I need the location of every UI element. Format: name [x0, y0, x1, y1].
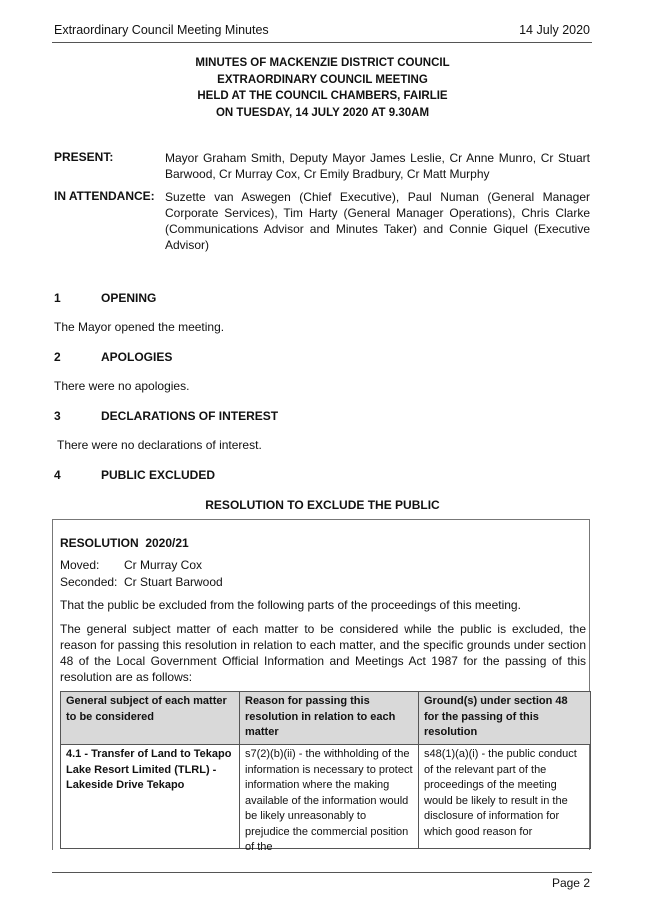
resolution-para-2: The general subject matter of each matter to be considered while the public is excluded, the reason for passing this resolution in relation to each matter, and the specific grounds under section 48 of the Local Government Official Information and Meetings Act 1987 for the passing of this resolution are as follows:	[60, 622, 586, 684]
seconded-value: Cr Stuart Barwood	[124, 575, 223, 589]
table-header-reason: Reason for passing this resolution in relation to each matter	[240, 692, 419, 745]
table-row	[61, 745, 591, 849]
section-text-declarations: There were no declarations of interest.	[57, 438, 262, 452]
table-header-row	[61, 692, 591, 745]
grounds-table	[60, 691, 591, 853]
table-header-subject: General subject of each matter to be considered	[61, 692, 240, 745]
cell-text: s7(2)(b)(ii) - the withholding of the information is necessary to protect information where the making available of the information would be likely unreasonably to prejudice the commercial position of the	[245, 748, 413, 853]
moved-value: Cr Murray Cox	[124, 558, 203, 572]
present-label: PRESENT:	[54, 150, 114, 164]
section-title-apologies: APOLOGIES	[101, 350, 173, 364]
footer-rule	[52, 872, 592, 873]
section-number: 2	[54, 350, 61, 364]
section-text-opening: The Mayor opened the meeting.	[54, 320, 225, 334]
table-header-grounds: Ground(s) under section 48 for the passing of this resolution	[419, 692, 591, 745]
title-line: EXTRAORDINARY COUNCIL MEETING	[217, 73, 428, 86]
section-number: 1	[54, 291, 61, 305]
table-cell-subject	[61, 745, 240, 849]
title-line: HELD AT THE COUNCIL CHAMBERS, FAIRLIE	[197, 90, 448, 102]
resolution-heading: RESOLUTION TO EXCLUDE THE PUBLIC	[205, 498, 440, 512]
page-number: Page 2	[551, 876, 590, 890]
minutes-title	[0, 55, 645, 121]
section-title-opening: OPENING	[101, 291, 157, 305]
present-text: Mayor Graham Smith, Deputy Mayor James Leslie, Cr Anne Munro, Cr Stuart Barwood, Cr Murray Cox, Cr Emily Bradbury, Cr Matt Murphy	[165, 151, 590, 181]
section-text-apologies: There were no apologies.	[54, 379, 190, 393]
seconded-label: Seconded:	[60, 575, 118, 589]
cell-text: s48(1)(a)(i) - the public conduct of the relevant part of the proceedings of the meeting would be likely to result in the disclosure of information for which good reason for	[424, 748, 577, 838]
section-number: 3	[54, 409, 61, 423]
moved-label: Moved:	[60, 558, 100, 572]
header-date: 14 July 2020	[519, 23, 590, 37]
header-rule	[52, 42, 592, 43]
title-line: ON TUESDAY, 14 JULY 2020 AT 9.30AM	[215, 106, 430, 119]
resolution-title: RESOLUTION 2020/21	[60, 536, 189, 550]
header-title: Extraordinary Council Meeting Minutes	[54, 23, 269, 37]
attendance-label: IN ATTENDANCE:	[54, 189, 155, 203]
resolution-para-1: That the public be excluded from the following parts of the proceedings of this meeting.	[60, 598, 521, 612]
table-cell-reason	[240, 745, 419, 853]
cell-text: 4.1 - Transfer of Land to Tekapo Lake Resort Limited (TLRL) - Lakeside Drive Tekapo	[66, 748, 232, 791]
section-title-declarations: DECLARATIONS OF INTEREST	[101, 409, 279, 423]
section-title-public-excluded: PUBLIC EXCLUDED	[101, 468, 216, 482]
title-line: MINUTES OF MACKENZIE DISTRICT COUNCIL	[195, 57, 450, 69]
attendance-text: Suzette van Aswegen (Chief Executive), Paul Numan (General Manager Corporate Services), Tim Harty (General Manager Operations), Chris Clarke (Communications Advisor and Minutes Taker) and Connie Giquel (Executive Advisor)	[165, 190, 590, 252]
section-number: 4	[54, 468, 61, 482]
table-cell-grounds	[419, 745, 591, 849]
